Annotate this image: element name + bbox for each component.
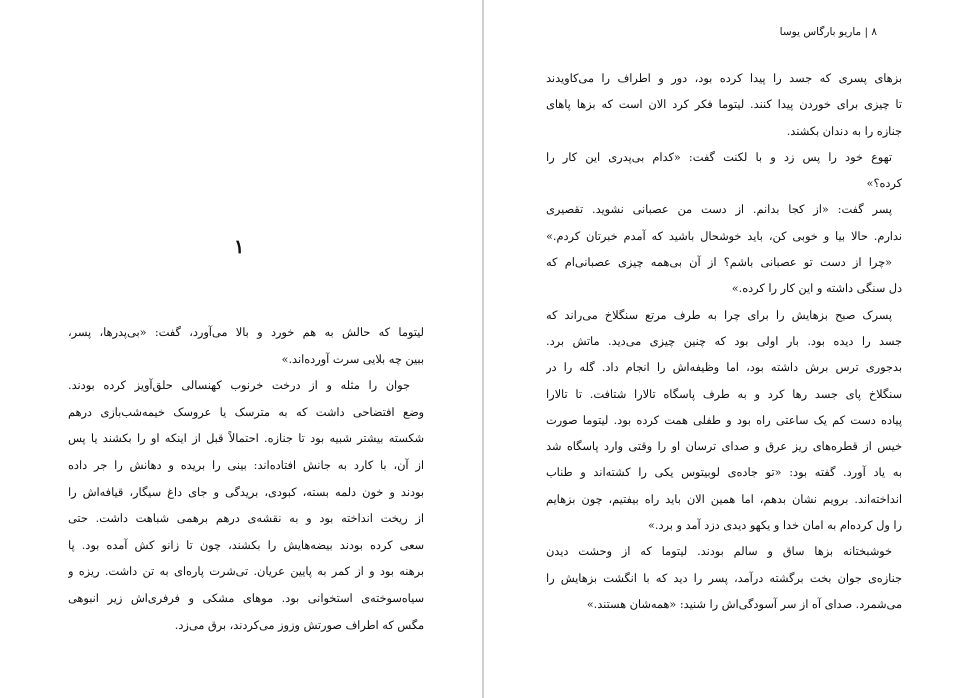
running-head: ٨ | ماریو بارگاس یوسا xyxy=(779,26,877,38)
text-line: بدجوری ترس برش داشته بود، اما وظیفه‌اش را انجام داد. گله را در xyxy=(546,361,902,375)
text-line: سیاه‌سوخته‌ی استخوانی بود. موهای مشکی و فرفری‌اش زیر انبوهی xyxy=(68,591,424,605)
text-line: جوان را مثله و از درخت خرنوب کهنسالی حلق‌آویز کرده بودند. xyxy=(68,379,410,393)
text-line: خیس از قطره‌های ریز عرق و صدای ترسان او را وقتی وارد پاسگاه شد xyxy=(546,440,902,454)
text-line: از ریخت انداخته بود و به نقشه‌ی درهم برهمی شباهت داشت. حتی xyxy=(68,512,424,526)
right-page xyxy=(484,0,967,698)
text-line: وضع افتضاحی داشت که به مترسک یا عروسک خیمه‌شب‌بازی درهم xyxy=(68,405,424,419)
text-line: به یاد آورد. گفته بود: «تو جاده‌ی لوبیتوس یکی را کشته‌اند و طناب xyxy=(546,466,902,480)
text-line: ببین چه بلایی سرت آورده‌اند.» xyxy=(281,352,424,366)
chapter-number: ۱ xyxy=(234,236,245,258)
text-line: «چرا از دست تو عصبانی باشم؟ از آن بی‌همه چیزی عصبانی‌ام که xyxy=(546,256,892,270)
text-line: بزهای پسری که جسد را پیدا کرده بود، دور و اطراف را می‌کاویدند xyxy=(546,72,902,85)
text-line: خوشبختانه بزها ساق و سالم بودند. لیتوما که از وحشت دیدن xyxy=(546,545,892,559)
text-line: شکسته بیشتر شبیه بود تا جنازه. احتمالاً قبل از اینکه او را بکشند یا پس xyxy=(68,432,424,446)
text-line: از آن، با کارد به جانش افتاده‌اند: بینی را بریده و دهانش را جر داده xyxy=(68,458,424,472)
text-line: تا چیزی برای خوردن پیدا کنند. لیتوما فکر کرد الان است که بزها پاهای xyxy=(546,98,902,112)
text-line: ندارم. حالا بیا و خوبی کن، باید خوشحال باشید که آمدم خبرتان کردم.» xyxy=(546,229,902,243)
text-line: مگس که اطراف صورتش وزوز می‌کردند، برق می‌زد. xyxy=(174,618,424,632)
text-line: می‌شمرد. صدای آه از سر آسودگی‌اش را شنید: «همه‌شان هستند.» xyxy=(586,597,902,611)
text-line: برهنه بود و از کمر به پایین عریان. تی‌شرت پاره‌ای به تن داشت. ریزه و xyxy=(68,565,424,579)
text-line: تهوع خود را پس زد و با لکنت گفت: «کدام بی‌پدری این کار را xyxy=(546,150,892,164)
text-line: کرده؟» xyxy=(866,177,902,191)
text-line: سعی کرده بودند بیضه‌هایش را بکشند، چون تا زانو کش آمده بود. پا xyxy=(68,538,424,552)
text-line: جنازه‌ی جوان بخت برگشته درآمد، پسر را دید که با انگشت بزهایش را xyxy=(546,571,902,585)
text-line: جسد را دیده بود. بار اولی بود که چنین چیزی می‌دید. ماتش برد. xyxy=(546,334,902,348)
text-line: لیتوما که حالش به هم خورد و بالا می‌آورد، گفت: «بی‌پدرها، پسر، xyxy=(68,326,424,339)
text-line: پسر گفت: «از کجا بدانم. از دست من عصبانی نشوید. تقصیری xyxy=(546,203,892,217)
left-page xyxy=(0,0,482,698)
text-line: سنگلاخ پای جسد رها کرد و به طرف پاسگاه تالارا شتافت. تا تالارا xyxy=(546,387,902,401)
text-line: را ول کرده‌ام به امان خدا و یکهو دیدی دزد آمد و برد.» xyxy=(647,519,902,533)
text-line: بودند و خون دلمه بسته، کبودی، بریدگی و جای داغ سیگار، قیافه‌اش را xyxy=(68,485,424,499)
left-page-text xyxy=(68,320,424,639)
text-line: پسرک صبح بزهایش را برای چرا به طرف مرتع سنگلاخ می‌راند که xyxy=(546,308,892,322)
right-page-text xyxy=(546,66,902,618)
text-line: جنازه را به دندان بکشند. xyxy=(786,124,902,138)
text-line: دل سنگی داشته و این کار را کرده.» xyxy=(731,282,902,296)
text-line: پیاده دست کم یک ساعتی راه بود و طفلی همت کرده بود. لیتوما صورت xyxy=(546,413,902,427)
text-line: انداخته‌اند. برویم نشان بدهم، اما همین الان باید راه بیفتیم، چون بزهایم xyxy=(546,492,902,506)
